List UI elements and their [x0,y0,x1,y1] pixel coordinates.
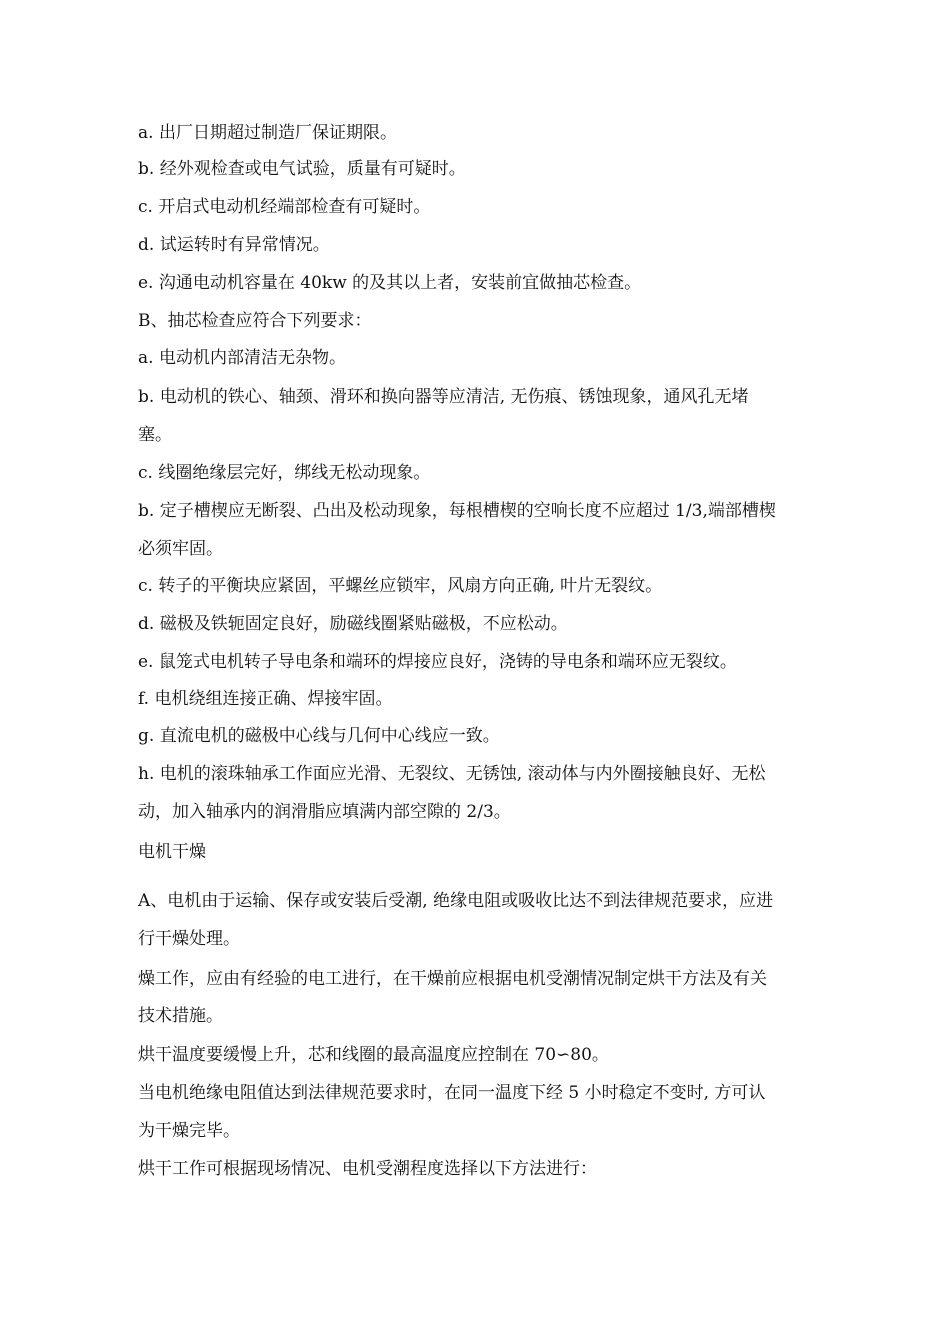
text-line: A、电机由于运输、保存或安装后受潮, 绝缘电阻或吸收比达不到法律规范要求，应进 [138,891,774,911]
text-line: c. 开启式电动机经端部检查有可疑时。 [138,197,431,217]
section-heading: 电机干燥 [138,842,206,862]
section-heading: B、抽芯检查应符合下列要求： [138,311,372,331]
text-line: 烘干工作可根据现场情况、电机受潮程度选择以下方法进行： [138,1159,597,1179]
text-line: e. 鼠笼式电机转子导电条和端环的焊接应良好，浇铸的导电条和端环应无裂纹。 [138,652,737,672]
text-line: b. 经外观检查或电气试验，质量有可疑时。 [138,159,466,179]
text-line: 当电机绝缘电阻值达到法律规范要求时，在同一温度下经 5 小时稳定不变时, 方可认 [138,1083,766,1103]
text-line: 动，加入轴承内的润滑脂应填满内部空隙的 2/3。 [138,802,511,822]
text-line: b. 定子槽楔应无断裂、凸出及松动现象，每根槽楔的空响长度不应超过 1/3,端部槽楔 [138,501,776,521]
text-line: 塞。 [138,425,172,445]
text-line: 烘干温度要缓慢上升，芯和线圈的最高温度应控制在 70∽80。 [138,1045,609,1065]
text-line: 必须牢固。 [138,539,223,559]
text-line: 行干燥处理。 [138,929,240,949]
text-line: c. 线圈绝缘层完好，绑线无松动现象。 [138,463,431,483]
text-line: f. 电机绕组连接正确、焊接牢固。 [138,689,393,709]
text-line: d. 磁极及铁轭固定良好，励磁线圈紧贴磁极，不应松动。 [138,614,568,634]
text-line: b. 电动机的铁心、轴颈、滑环和换向器等应清洁, 无伤痕、锈蚀现象，通风孔无堵 [138,387,749,407]
text-line: d. 试运转时有异常情况。 [138,235,330,255]
text-line: 燥工作，应由有经验的电工进行，在干燥前应根据电机受潮情况制定烘干方法及有关 [138,969,767,989]
text-line: g. 直流电机的磁极中心线与几何中心线应一致。 [138,726,500,746]
text-line: a. 电动机内部清洁无杂物。 [138,348,346,368]
text-line: a. 出厂日期超过制造厂保证期限。 [138,123,397,143]
text-line: h. 电机的滚珠轴承工作面应光滑、无裂纹、无锈蚀, 滚动体与内外圈接触良好、无松 [138,764,766,784]
text-line: c. 转子的平衡块应紧固，平螺丝应锁牢，风扇方向正确, 叶片无裂纹。 [138,576,663,596]
text-line: 技术措施。 [138,1006,223,1026]
text-line: e. 沟通电动机容量在 40kw 的及其以上者，安装前宜做抽芯检查。 [138,273,642,293]
text-line: 为干燥完毕。 [138,1121,240,1141]
